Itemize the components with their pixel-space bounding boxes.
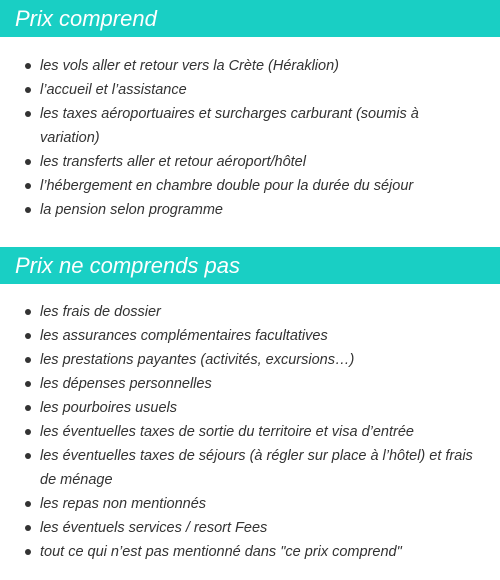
list-item (0, 324, 500, 348)
list-item-text: tout ce qui n’est pas mentionné dans "ce prix comprend" (40, 544, 402, 560)
list-item (0, 174, 500, 198)
bullet-icon (25, 183, 31, 189)
list-item-text: les prestations payantes (activités, excursions…) (40, 352, 355, 368)
list-item-text: les repas non mentionnés (40, 496, 207, 512)
bullet-icon (25, 207, 31, 213)
list-item-text: la pension selon programme (40, 202, 223, 218)
list-item (0, 300, 500, 324)
bullet-icon (25, 111, 31, 117)
bullet-icon (25, 381, 31, 387)
bullet-icon (25, 357, 31, 363)
bullet-icon (25, 87, 31, 93)
list-item-text: l’accueil et l’assistance (40, 82, 187, 98)
bullet-icon (25, 453, 31, 459)
list-item-text: les pourboires usuels (40, 400, 178, 416)
list-item (0, 396, 500, 420)
list-item (0, 444, 500, 492)
bullet-icon (25, 501, 31, 507)
list-item (0, 198, 500, 222)
bullet-icon (25, 525, 31, 531)
bullet-icon (25, 405, 31, 411)
list-item (0, 102, 500, 150)
list-item (0, 372, 500, 396)
list-item-text: les vols aller et retour vers la Crète (Héraklion) (40, 58, 339, 74)
list-item (0, 348, 500, 372)
bullet-icon (25, 159, 31, 165)
list-item (0, 420, 500, 444)
list-item-text: les taxes aéroportuaires et surcharges carburant (soumis à variation) (40, 106, 419, 146)
list-item-text: les éventuelles taxes de séjours (à régler sur place à l’hôtel) et frais de ménage (40, 448, 473, 488)
included-section-title: Prix comprend (0, 0, 500, 37)
list-item-text: les frais de dossier (40, 304, 161, 320)
bullet-icon (25, 429, 31, 435)
bullet-icon (25, 63, 31, 69)
list-item (0, 150, 500, 174)
list-item (0, 54, 500, 78)
excluded-list (0, 300, 500, 564)
excluded-section-title: Prix ne comprends pas (0, 247, 500, 284)
bullet-icon (25, 309, 31, 315)
list-item-text: l’hébergement en chambre double pour la durée du séjour (40, 178, 414, 194)
list-item (0, 492, 500, 516)
list-item-text: les dépenses personnelles (40, 376, 212, 392)
list-item-text: les éventuelles taxes de sortie du territoire et visa d’entrée (40, 424, 414, 440)
bullet-icon (25, 333, 31, 339)
list-item-text: les éventuels services / resort Fees (40, 520, 268, 536)
list-item-text: les transferts aller et retour aéroport/hôtel (40, 154, 306, 170)
list-item-text: les assurances complémentaires facultatives (40, 328, 328, 344)
bullet-icon (25, 549, 31, 555)
list-item (0, 516, 500, 540)
list-item (0, 540, 500, 564)
list-item (0, 78, 500, 102)
included-list (0, 54, 500, 222)
